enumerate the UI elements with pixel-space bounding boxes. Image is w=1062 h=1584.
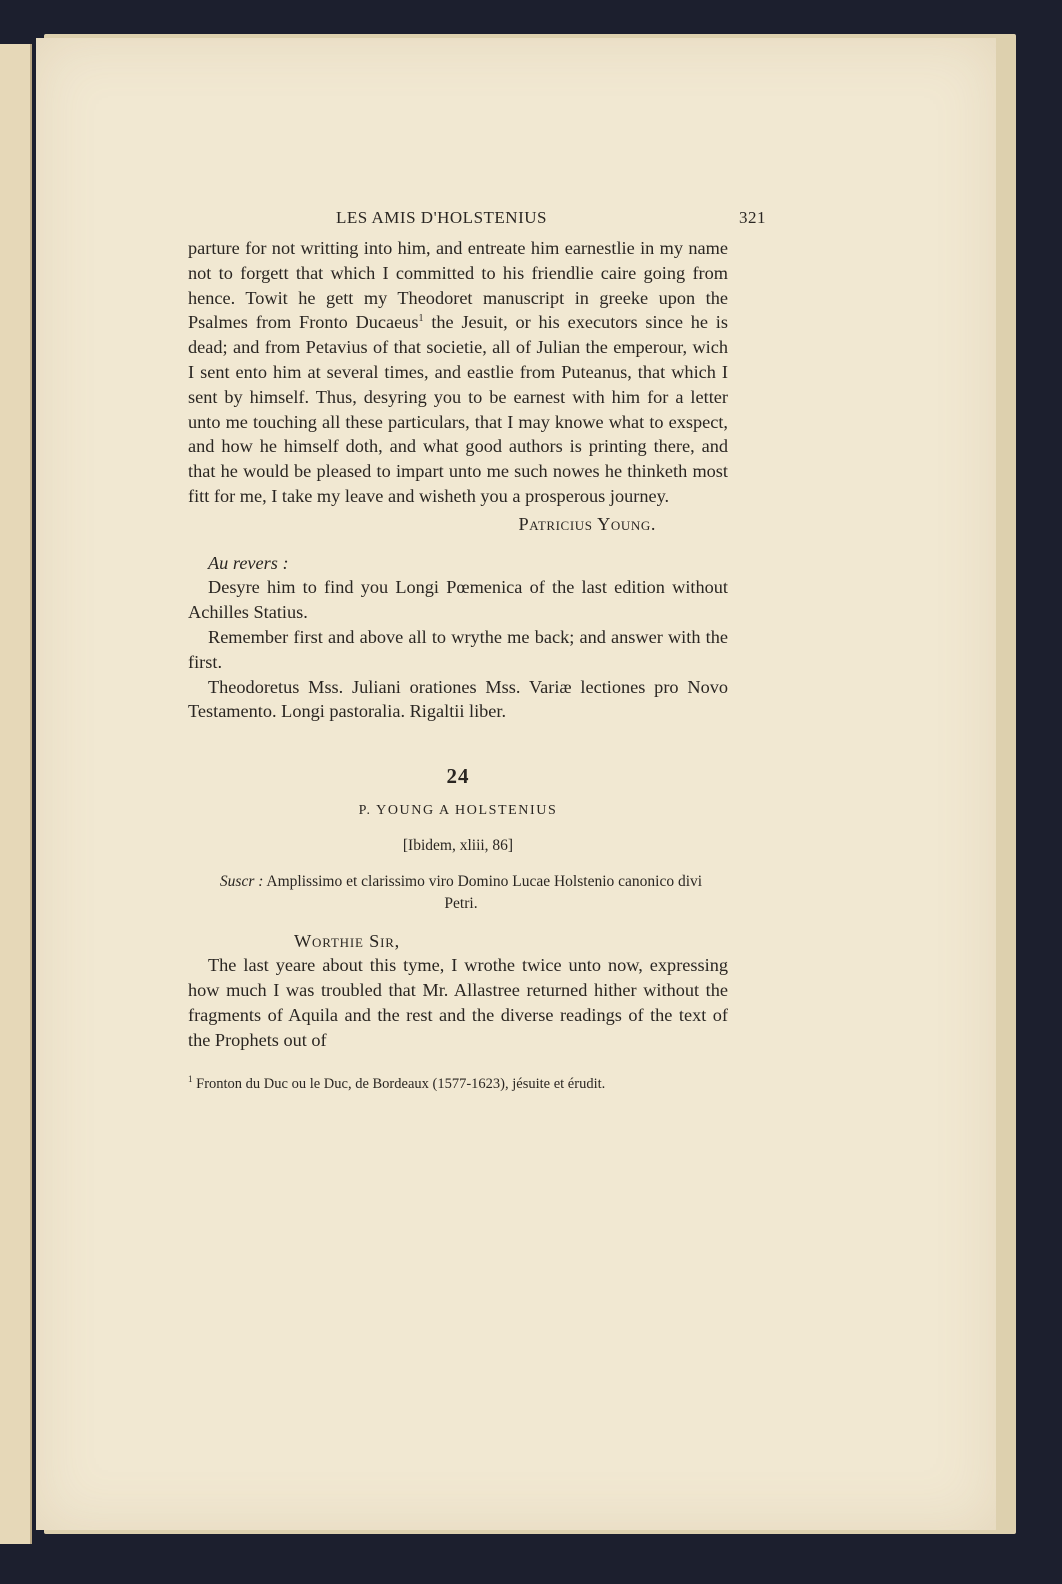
salutation: Worthie Sir, [294,930,401,951]
footnote-marker: 1 [188,1073,193,1084]
superscription [188,871,728,915]
revers-paragraph: Desyre him to find you Longi Pœmenica of the last edition without Achilles Statius. [188,577,728,623]
revers-paragraph: Theodoretus Mss. Juliani orationes Mss. Variæ lectiones pro Novo Testamento. Longi pastoralia. Rigaltii liber. [188,676,728,722]
page-number: 321 [739,208,766,227]
paragraph-text: the Jesuit, or his executors since he is dead; and from Petavius of that societie, all of Julian the emperour, wich I sent ento him at several times, and eastlie from Puteanus, that which I sent by himself. Thus, desyring you to be earnest with him for a letter unto me touching all these particulars, that I may knowe what to exspect, and how he himself doth, and what good authors is printing there, and that he would be pleased to impart unto me such nowes he thinketh most fitt for me, I take my leave and wisheth you a prosperous journey. [188,312,728,506]
source-text: [Ibidem, xliii, 86] [402,836,514,854]
signature: Patricius Young. [518,513,656,534]
footnote-text: Fronton du Duc ou le Duc, de Bordeaux (1577-1623), jésuite et érudit. [192,1075,606,1092]
footnote-reference[interactable]: 1 [418,313,424,325]
previous-page-edge [0,44,32,1544]
book-page [36,38,996,1530]
letter-paragraph: The last yeare about this tyme, I wrothe twice unto now, expressing how much I was troubled that Mr. Allastree returned hither without the fragments of Aquila and the rest and the diverse readings of the text of the Prophets out of [188,955,728,1050]
suscr-label: Suscr : [219,872,264,890]
running-title: LES AMIS D'HOLSTENIUS [336,208,547,227]
paragraph-text: parture for not writting into him, and entreate him earnestlie in my name not to forgett that which I committed to his friendlie caire going from hence. Towit he gett my Theodoret manuscript in greeke upon the Psalmes from Fronto Ducaeus [188,238,728,333]
suscr-text: Amplissimo et clarissimo viro Domino Lucae Holstenio canonico divi Petri. [263,872,703,912]
page-body [188,236,728,1095]
au-revers-heading: Au revers : [208,552,289,573]
letter-title: P. YOUNG A HOLSTENIUS [358,802,558,818]
letter-source [188,834,728,859]
footnote [188,1073,728,1095]
letter-number: 24 [446,764,470,789]
letter-paragraph [188,236,728,509]
revers-paragraph: Remember first and above all to wrythe me back; and answer with the first. [188,626,728,672]
